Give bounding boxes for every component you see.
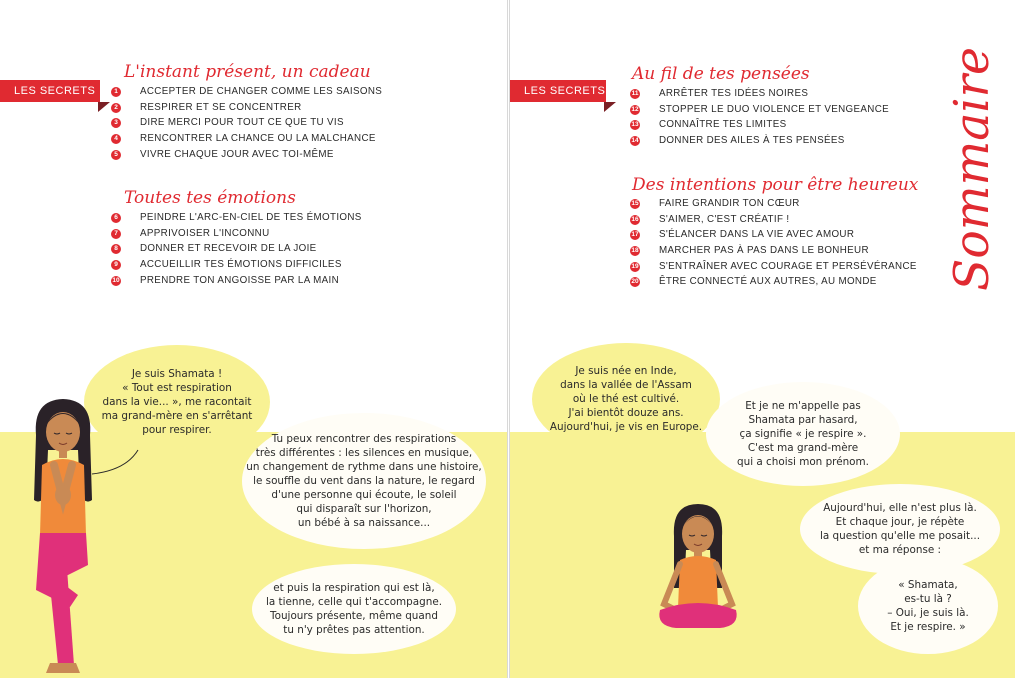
bubble-text: « Shamata, es-tu là ? – Oui, je suis là. Et je respire. » xyxy=(887,579,969,633)
toc-label: ÊTRE CONNECTÉ AUX AUTRES, AU MONDE xyxy=(659,276,877,288)
toc-number: 2 xyxy=(111,103,121,113)
toc-list xyxy=(111,84,382,162)
toc-label: APPRIVOISER L'INCONNU xyxy=(140,227,270,239)
toc-item[interactable] xyxy=(111,115,382,131)
bubble-text: Je suis née en Inde, dans la vallée de l'Assam où le thé est cultivé. J'ai bientôt douze ans. Aujourd'hui, je vis en Europe. xyxy=(549,365,703,433)
toc-item[interactable] xyxy=(630,102,889,118)
bubble-text: Je suis Shamata ! « Tout est respiration dans la vie... », me racontait ma grand-mère en s'arrêtant pour respirer. xyxy=(101,368,253,436)
toc-label: VIVRE CHAQUE JOUR AVEC TOI-MÊME xyxy=(140,148,334,160)
toc-label: S'ÉLANCER DANS LA VIE AVEC AMOUR xyxy=(659,229,855,241)
bubble-text: Et je ne m'appelle pas Shamata par hasard, ça signifie « je respire ». C'est ma grand-mère qui a choisi mon prénom. xyxy=(737,400,869,468)
toc-number: 8 xyxy=(111,244,121,254)
toc-number: 7 xyxy=(111,229,121,239)
speech-bubble xyxy=(84,345,270,459)
ribbon-fold xyxy=(98,102,110,112)
toc-item[interactable] xyxy=(111,84,382,100)
toc-item[interactable] xyxy=(111,210,362,226)
toc-item[interactable] xyxy=(111,147,382,163)
toc-number: 1 xyxy=(111,87,121,97)
toc-item[interactable] xyxy=(111,257,362,273)
sommaire-vertical-title xyxy=(942,43,1000,295)
toc-list xyxy=(630,196,917,290)
ribbon-label: LES SECRETS xyxy=(524,85,606,97)
toc-number: 13 xyxy=(631,121,639,129)
toc-number: 6 xyxy=(111,213,121,223)
toc-label: PRENDRE TON ANGOISSE PAR LA MAIN xyxy=(140,274,340,286)
toc-label: STOPPER LE DUO VIOLENCE ET VENGEANCE xyxy=(659,103,890,115)
toc-label: S'AIMER, C'EST CRÉATIF ! xyxy=(659,213,790,225)
toc-number: 3 xyxy=(111,118,121,128)
toc-number: 20 xyxy=(631,278,639,286)
toc-item[interactable] xyxy=(630,274,917,290)
toc-label: PEINDRE L'ARC-EN-CIEL DE TES ÉMOTIONS xyxy=(140,212,362,223)
toc-label: RESPIRER ET SE CONCENTRER xyxy=(140,101,302,113)
toc-item[interactable] xyxy=(630,212,917,228)
ribbon-fold xyxy=(604,102,616,112)
toc-number: 15 xyxy=(631,200,639,207)
bubble-text: Aujourd'hui, elle n'est plus là. Et chaque jour, je répète la question qu'elle me posait... et ma réponse : xyxy=(819,502,981,556)
section-title: Des intentions pour être heureux xyxy=(632,175,919,195)
speech-bubble xyxy=(858,558,998,654)
ribbon-les-secrets xyxy=(0,80,100,102)
toc-label: S'ENTRAÎNER AVEC COURAGE ET PERSÉVÉRANCE xyxy=(659,260,917,272)
toc-label: ACCUEILLIR TES ÉMOTIONS DIFFICILES xyxy=(140,259,342,271)
toc-label: DIRE MERCI POUR TOUT CE QUE TU VIS xyxy=(140,117,344,129)
toc-label: DONNER DES AILES À TES PENSÉES xyxy=(659,135,845,147)
ribbon-les-secrets xyxy=(510,80,606,102)
girl-tree-pose-illustration xyxy=(18,395,108,675)
toc-item[interactable] xyxy=(630,196,917,212)
sommaire-text: Sommaire xyxy=(944,43,1000,291)
toc-item[interactable] xyxy=(630,117,889,133)
toc-number: 11 xyxy=(631,90,639,97)
toc-number: 18 xyxy=(631,247,639,255)
speech-bubble xyxy=(242,413,486,549)
toc-number: 19 xyxy=(631,262,639,270)
girl-meditating-illustration xyxy=(650,500,746,640)
section-title: Toutes tes émotions xyxy=(124,188,296,208)
speech-bubble xyxy=(800,484,1000,574)
toc-number: 14 xyxy=(631,137,639,145)
toc-label: ACCEPTER DE CHANGER COMME LES SAISONS xyxy=(140,86,383,97)
toc-item[interactable] xyxy=(111,241,362,257)
speech-bubble xyxy=(532,343,720,455)
toc-list xyxy=(630,86,889,149)
speech-bubble xyxy=(706,382,900,486)
toc-list xyxy=(111,210,362,288)
bubble-text: et puis la respiration qui est là, la tienne, celle qui t'accompagne. Toujours présente, même quand tu n'y prêtes pas attention. xyxy=(265,582,443,636)
toc-item[interactable] xyxy=(630,227,917,243)
toc-label: CONNAÎTRE TES LIMITES xyxy=(659,119,787,131)
right-page xyxy=(509,0,1015,678)
toc-item[interactable] xyxy=(630,259,917,275)
toc-item[interactable] xyxy=(111,273,362,289)
bubble-text: Tu peux rencontrer des respirations très différentes : les silences en musique, un changement de rythme dans une histoire, le souffle du vent dans la nature, le regard d'une personne qui écoute, le soleil qui disparaît sur l'horizon, un bébé à sa naissance... xyxy=(246,433,482,529)
toc-number: 17 xyxy=(631,231,639,239)
section-title: Au fil de tes pensées xyxy=(632,64,810,84)
toc-item[interactable] xyxy=(630,86,889,102)
toc-number: 12 xyxy=(631,105,639,113)
toc-item[interactable] xyxy=(111,100,382,116)
toc-label: FAIRE GRANDIR TON CŒUR xyxy=(659,198,800,209)
toc-item[interactable] xyxy=(630,243,917,259)
toc-number: 9 xyxy=(111,260,121,270)
toc-label: RENCONTRER LA CHANCE OU LA MALCHANCE xyxy=(140,133,376,145)
toc-label: MARCHER PAS À PAS DANS LE BONHEUR xyxy=(659,245,869,257)
toc-label: ARRÊTER TES IDÉES NOIRES xyxy=(659,88,809,99)
toc-number: 4 xyxy=(111,134,121,144)
toc-item[interactable] xyxy=(111,131,382,147)
toc-number: 10 xyxy=(112,276,120,284)
section-title: L'instant présent, un cadeau xyxy=(124,62,371,82)
toc-number: 5 xyxy=(111,150,121,160)
toc-item[interactable] xyxy=(630,133,889,149)
toc-number: 16 xyxy=(631,215,639,223)
speech-bubble xyxy=(252,564,456,654)
toc-label: DONNER ET RECEVOIR DE LA JOIE xyxy=(140,243,317,255)
ribbon-label: LES SECRETS xyxy=(14,85,96,97)
toc-item[interactable] xyxy=(111,226,362,242)
